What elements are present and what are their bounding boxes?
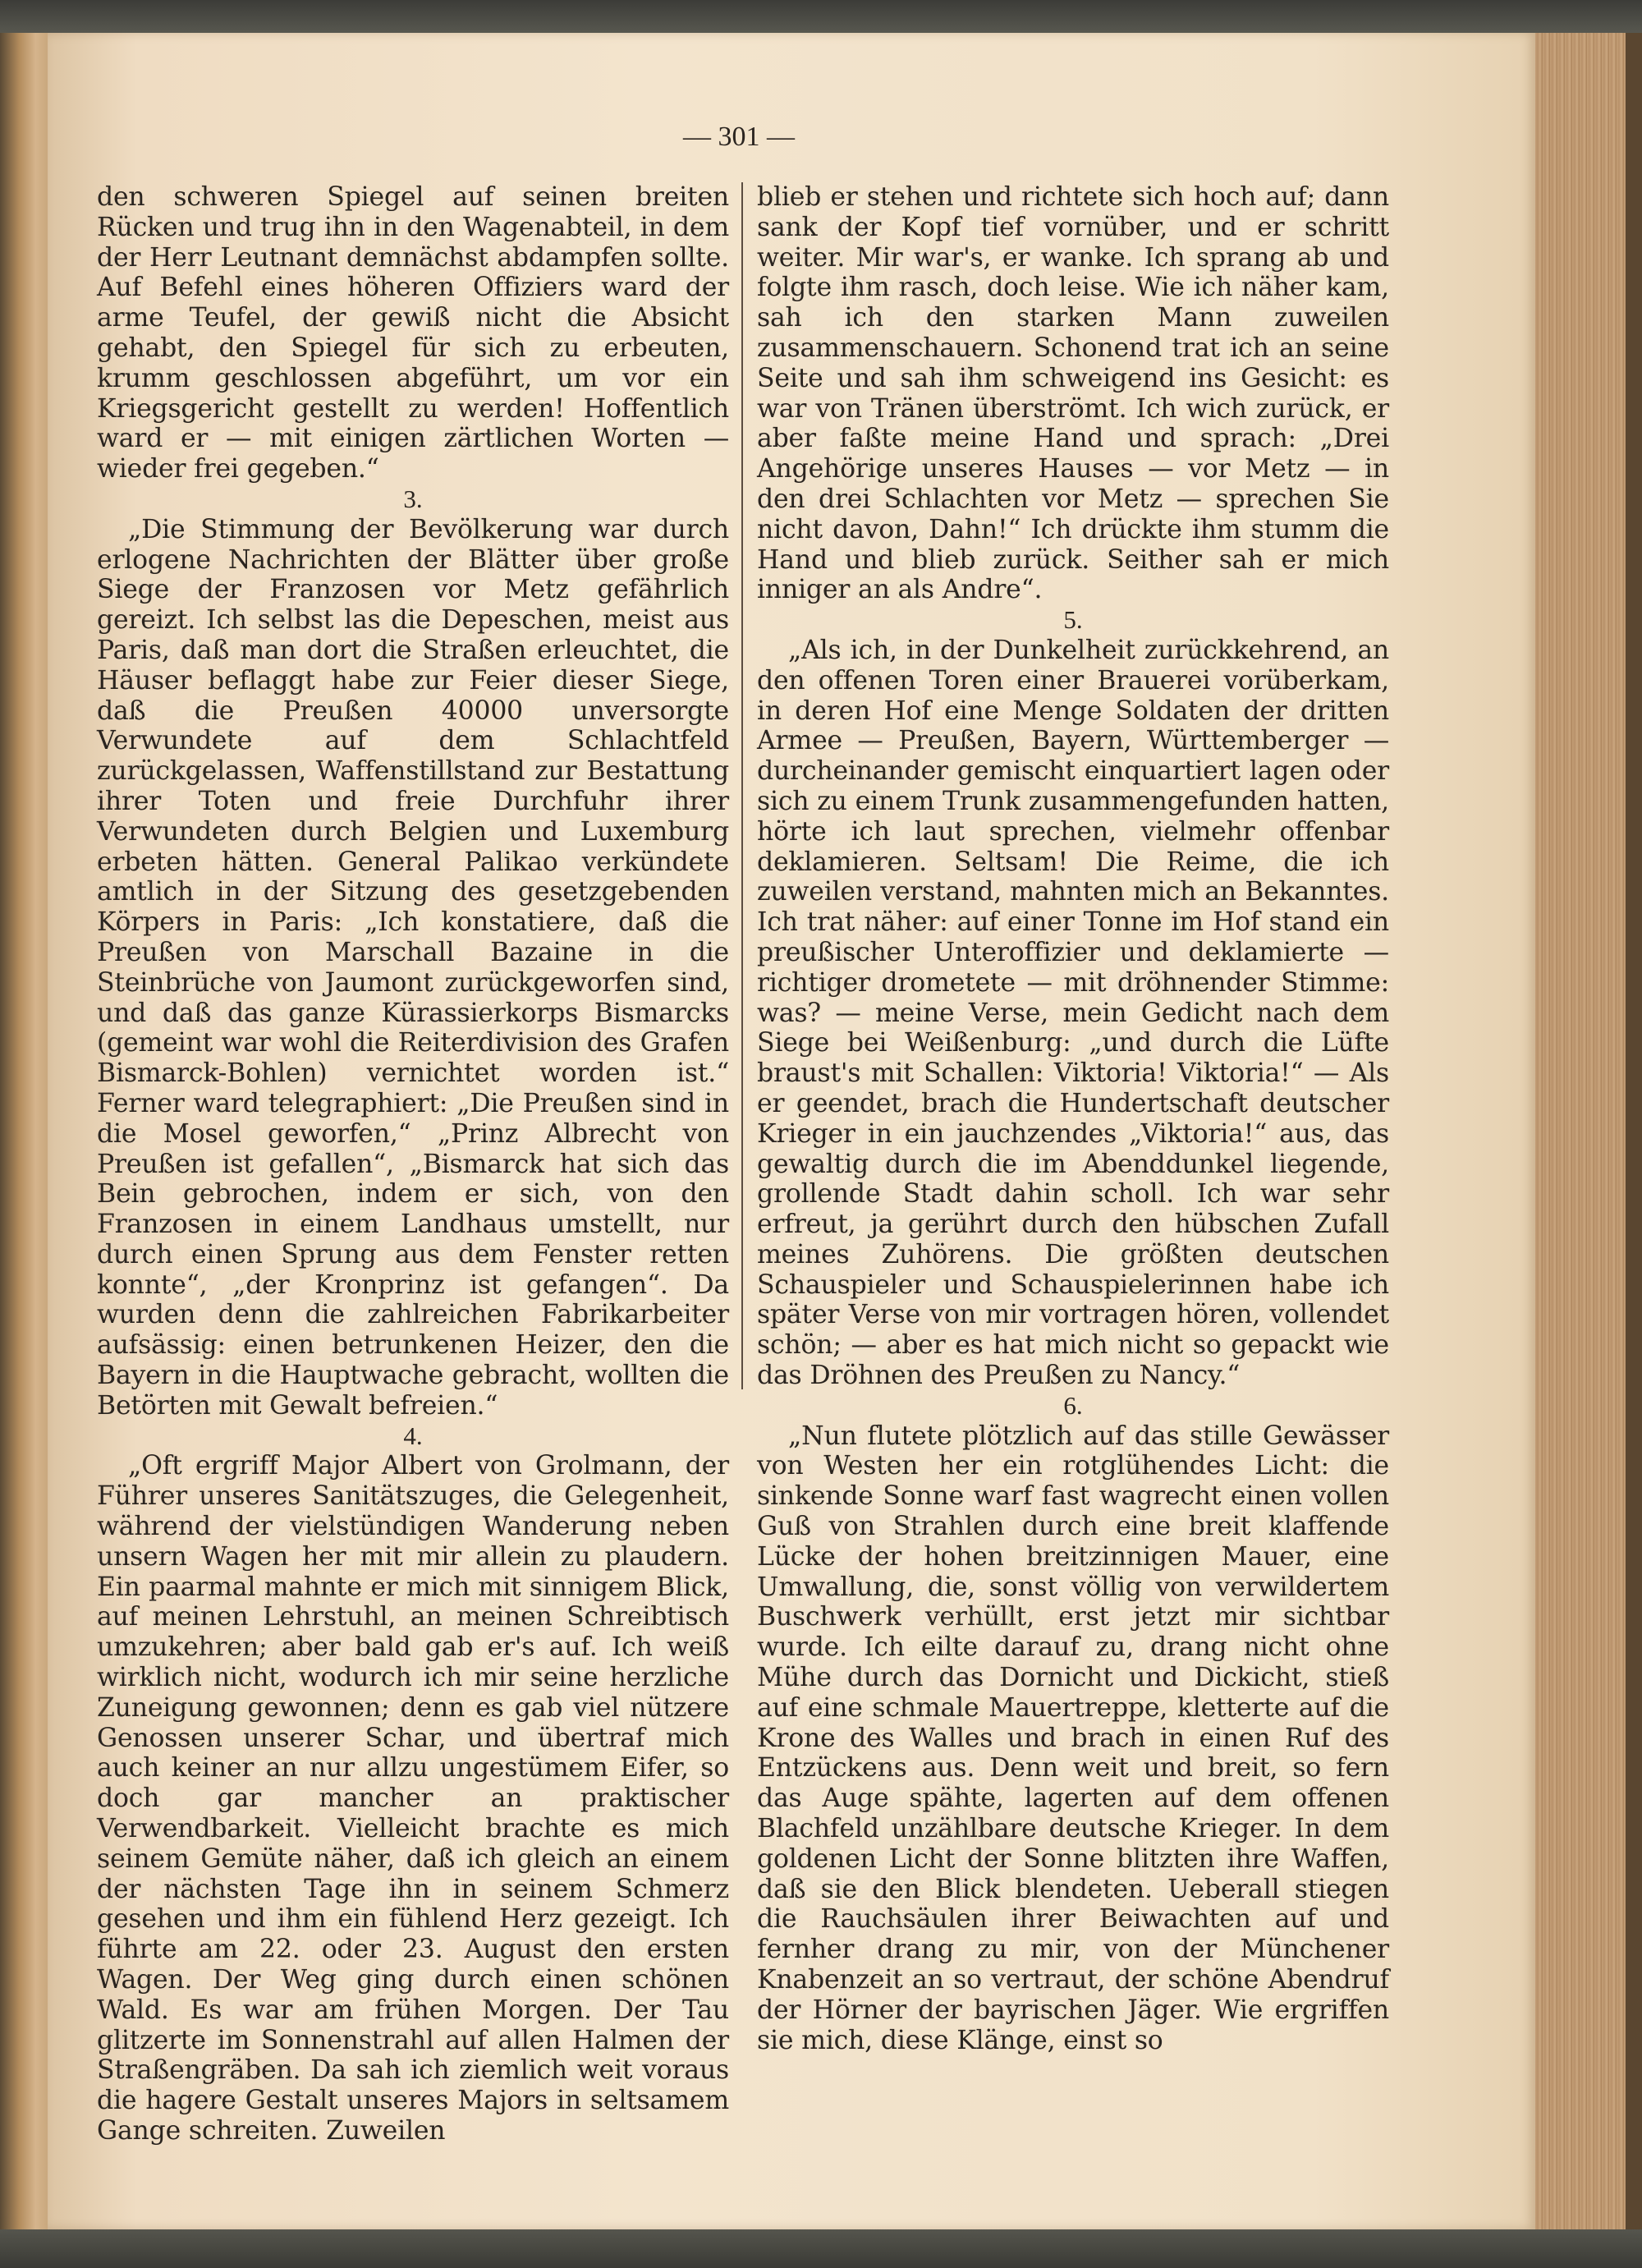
page-number: — 301 — — [683, 122, 795, 152]
scan-background-bottom — [0, 2229, 1642, 2268]
column-divider — [741, 182, 743, 1389]
paragraph: blieb er stehen und richtete sich hoch auf; dann sank der Kopf tief vornüber, und er schritt weiter. Mir war's, er wanke. Ich sprang ab und folgte ihm rasch, doch leise. Wie ich näher kam, sah ich den starken Mann zuweilen zusammenschauern. Schonend trat ich an seine Seite und sah ihm schweigend ins Gesicht: es war von Tränen überströmt. Ich wich zurück, er aber faßte meine Hand und sprach: „Drei Angehörige unseres Hauses — vor Metz — in den drei Schlachten vor Metz — sprechen Sie nicht davon, Dahn!“ Ich drückte ihm stumm die Hand und blieb zurück. Seither sah er mich inniger an als Andre“. — [757, 182, 1389, 605]
section-number: 6. — [1063, 1390, 1083, 1420]
section-number: 4. — [403, 1421, 423, 1450]
right-column — [757, 182, 1389, 2211]
right-page-stack — [1535, 33, 1642, 2229]
paragraph: „Als ich, in der Dunkelheit zurückkehrend, an den offenen Toren einer Brauerei vorüberkam, in deren Hof eine Menge Soldaten der dritten Armee — Preußen, Bayern, Württemberger — durcheinander gemischt einquartiert lagen oder sich zu einem Trunk zusammengefunden hatten, hörte ich laut sprechen, vielmehr offenbar deklamieren. Seltsam! Die Reime, die ich zuweilen verstand, mahnten mich an Bekanntes. Ich trat näher: auf einer Tonne im Hof stand ein preußischer Unteroffizier und deklamierte — richtiger drometete — mit dröhnender Stimme: was? — meine Verse, mein Gedicht nach dem Siege bei Weißenburg: „und durch die Lüfte braust's mit Schallen: Viktoria! Viktoria!“ — Als er geendet, brach die Hundertschaft deutscher Krieger in ein jauchzendes „Viktoria!“ aus, das gewaltig durch die im Abenddunkel liegende, grollende Stadt dahin scholl. Ich war sehr erfreut, ja gerührt durch den hübschen Zufall meines Zuhörens. Die größten deutschen Schauspieler und Schauspielerinnen habe ich später Verse von mir vortragen hören, vollendet schön; — aber es hat mich nicht so gepackt wie das Dröhnen des Preußen zu Nancy.“ — [757, 635, 1389, 1391]
left-column — [97, 182, 729, 2211]
section-number: 5. — [1063, 605, 1083, 635]
paragraph: „Oft ergriff Major Albert von Grolmann, der Führer unseres Sanitätszuges, die Gelegenheit, während der vielstündigen Wanderung neben unsern Wagen her mit mir allein zu plaudern. Ein paarmal mahnte er mich mit sinnigem Blick, auf meinen Lehrstuhl, an meinen Schreibtisch umzukehren; aber bald gab er's auf. Ich weiß wirklich nicht, wodurch ich mir seine herzliche Zuneigung gewonnen; denn es gab viel nützere Genossen unserer Schar, und übertraf mich auch keiner an nur allzu ungestümem Eifer, so doch gar mancher an praktischer Verwendbarkeit. Vielleicht brachte es mich seinem Gemüte näher, daß ich gleich an einem der nächsten Tage ihn in seinem Schmerz gesehen und ihm ein fühlend Herz gezeigt. Ich führte am 22. oder 23. August den ersten Wagen. Der Weg ging durch einen schönen Wald. Es war am frühen Morgen. Der Tau glitzerte im Sonnenstrahl auf allen Halmen der Straßengräben. Da sah ich ziemlich weit voraus die hagere Gestalt unseres Majors in seltsamem Gange schreiten. Zuweilen — [97, 1451, 729, 2146]
section-number: 3. — [403, 484, 423, 513]
paragraph: „Nun flutete plötzlich auf das stille Gewässer von Westen her ein rotglühendes Licht: die sinkende Sonne warf fast wagrecht einen vollen Guß von Strahlen durch eine breit klaffende Lücke der hohen breitzinnigen Mauer, eine Umwallung, die, sonst völlig von verwildertem Buschwerk verhüllt, erst jetzt mir sichtbar wurde. Ich eilte darauf zu, drang nicht ohne Mühe durch das Dornicht und Dickicht, stieß auf eine schmale Mauertreppe, kletterte auf die Krone des Walles und brach in einen Ruf des Entzückens aus. Denn weit und breit, so fern das Auge spähte, lagerten auf dem offenen Blachfeld unzählbare deutsche Krieger. In dem goldenen Licht der Sonne blitzten ihre Waffen, daß sie den Blick blendeten. Ueberall stiegen die Rauchsäulen ihrer Beiwachten auf und fernher drang zu mir, von der Münchener Knabenzeit an so vertraut, der schöne Abendruf der Hörner der bayrischen Jäger. Wie ergriffen sie mich, diese Klänge, einst so — [757, 1421, 1389, 2055]
paragraph: „Die Stimmung der Bevölkerung war durch erlogene Nachrichten der Blätter über große Siege der Franzosen vor Metz gefährlich gereizt. Ich selbst las die Depeschen, meist aus Paris, daß man dort die Straßen erleuchtet, die Häuser beflaggt habe zur Feier dieser Siege, daß die Preußen 40000 unversorgte Verwundete auf dem Schlachtfeld zurückgelassen, Waffenstillstand zur Bestattung ihrer Toten und freie Durchfuhr ihrer Verwundeten durch Belgien und Luxemburg erbeten hätten. General Palikao verkündete amtlich in der Sitzung des gesetzgebenden Körpers in Paris: „Ich konstatiere, daß die Preußen von Marschall Bazaine in die Steinbrüche von Jaumont zurückgeworfen sind, und daß das ganze Kürassierkorps Bismarcks (gemeint war wohl die Reiterdivision des Grafen Bismarck-Bohlen) vernichtet worden ist.“ Ferner ward telegraphiert: „Die Preußen sind in die Mosel geworfen,“ „Prinz Albrecht von Preußen ist gefallen“, „Bismarck hat sich das Bein gebrochen, indem er sich, von den Franzosen in einem Landhaus umstellt, nur durch einen Sprung aus dem Fenster retten konnte“, „der Kronprinz ist gefangen“. Da wurden denn die zahlreichen Fabrikarbeiter aufsässig: einen betrunkenen Heizer, den die Bayern in die Hauptwache gebracht, wollten die Betörten mit Gewalt befreien.“ — [97, 514, 729, 1421]
scan-background-top — [0, 0, 1642, 33]
left-page-stack — [0, 33, 48, 2234]
paragraph: den schweren Spiegel auf seinen breiten Rücken und trug ihn in den Wagenabteil, in dem der Herr Leutnant demnächst abdampfen sollte. Auf Befehl eines höheren Offiziers ward der arme Teufel, der gewiß nicht die Absicht gehabt, den Spiegel für sich zu erbeuten, krumm geschlossen abgeführt, um vor ein Kriegsgericht gestellt zu werden! Hoffentlich ward er — mit einigen zärtlichen Worten — wieder frei gegeben.“ — [97, 182, 729, 484]
